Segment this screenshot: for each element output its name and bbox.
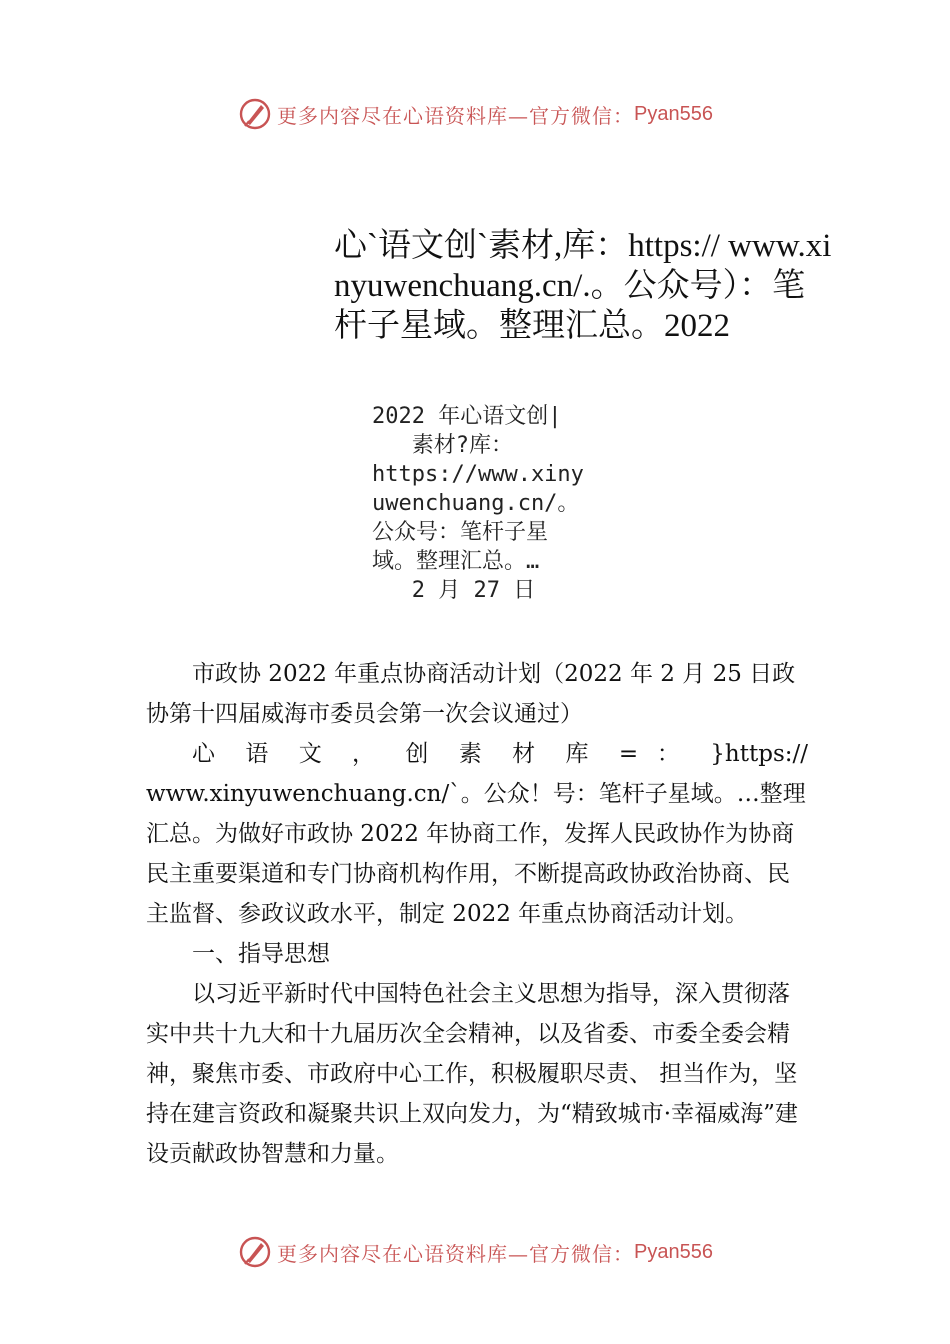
banner-text: 更多内容尽在心语资料库—官方微信： bbox=[277, 103, 635, 128]
sub-line: https://www.xiny bbox=[372, 462, 584, 487]
sub-line: 2 月 27 日 bbox=[372, 578, 536, 603]
section-heading: 一、指导思想 bbox=[192, 941, 330, 967]
banner-wechat-id: Pyan556 bbox=[634, 1240, 713, 1263]
quill-logo-icon bbox=[237, 1234, 273, 1270]
sub-line: uwenchuang.cn/。 bbox=[372, 491, 580, 516]
paragraph-source-line: 心 语 文 ， 创 素 材 库 = ： }https:// bbox=[192, 741, 808, 767]
paragraph-guiding-thought: 以习近平新时代中国特色社会主义思想为指导，深入贯彻落实中共十九大和十九届历次全会精神，以及省委、市委全委会精神，聚焦市委、市政府中心工作，积极履职尽责、 担当作为，坚持在建言资政和凝聚共识上双向发力，为“精致城市·幸福威海”建设贡献政协智慧和力量。 bbox=[146, 981, 798, 1167]
paragraph-intro: 市政协 2022 年重点协商活动计划（2022 年 2 月 25 日政协第十四届威海市委员会第一次会议通过） bbox=[146, 661, 796, 727]
paragraph-purpose: www.xinyuwenchuang.cn/`。公众！号：笔杆子星域。…整理汇总。为做好市政协 2022 年协商工作，发挥人民政协作为协商民主重要渠道和专门协商机构作用，不断提高政协政治协商、民主监督、参政议政水平，制定 2022 年重点协商活动计划。 bbox=[146, 781, 806, 927]
header-banner bbox=[0, 94, 950, 134]
quill-logo-icon bbox=[237, 96, 273, 132]
sub-line: 2022 年心语文创| bbox=[372, 404, 562, 429]
document-title: 心`语文创`素材,库：https:// www.xinyuwenchuang.cn/.。公众号）：笔杆子星域。整理汇总。2022 bbox=[334, 228, 832, 344]
banner-text: 更多内容尽在心语资料库—官方微信： bbox=[277, 1241, 635, 1266]
document-body bbox=[146, 654, 808, 1174]
banner-wechat-id: Pyan556 bbox=[634, 102, 713, 125]
sub-info-block bbox=[372, 402, 582, 605]
sub-line: 素材?库： bbox=[372, 433, 513, 458]
sub-line: 域。整理汇总。… bbox=[372, 549, 540, 574]
sub-line: 公众号：笔杆子星 bbox=[372, 520, 549, 545]
footer-banner bbox=[0, 1232, 950, 1272]
